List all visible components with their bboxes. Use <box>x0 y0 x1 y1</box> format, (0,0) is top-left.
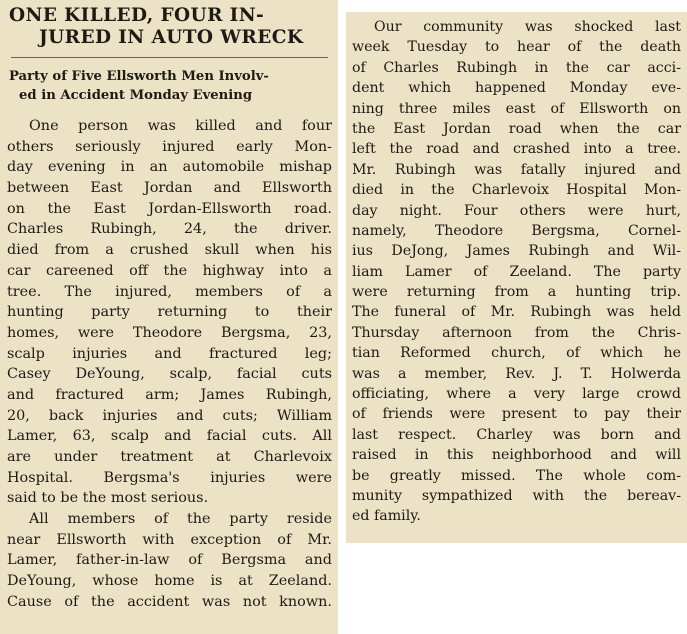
body-line: Charles Rubingh, 24, the driver. <box>7 221 332 238</box>
body-line: the East Jordan road when the car <box>352 120 681 137</box>
body-line: raised in this neighborhood and will <box>352 447 681 464</box>
body-line: are under treatment at Charlevoix <box>7 449 332 465</box>
body-line: The funeral of Mr. Rubingh was held <box>352 304 681 321</box>
body-line: Lamer, 63, scalp and facial cuts. All <box>7 428 332 445</box>
body-line: be greatly missed. The whole com- <box>352 467 681 484</box>
body-line: liam Lamer of Zeeland. The party <box>352 263 681 280</box>
body-line: DeYoung, whose home is at Zeeland. <box>7 573 332 590</box>
body-line: day evening in an automobile mishap <box>7 159 332 176</box>
body-line: week Tuesday to hear of the death <box>352 39 681 56</box>
body-line: homes, were Theodore Bergsma, 23, <box>7 324 332 341</box>
body-line: Lamer, father-in-law of Bergsma and <box>7 552 332 569</box>
body-line: namely, Theodore Bergsma, Cornel- <box>352 222 681 239</box>
body-line: ning three miles east of Ellsworth on <box>352 100 681 117</box>
body-line: died from a crushed skull when his <box>7 242 332 259</box>
body-line: day night. Four others were hurt, <box>352 202 681 219</box>
body-line: munity sympathized with the bereav- <box>352 487 681 504</box>
body-line: hunting party returning to their <box>7 304 332 321</box>
left-article-body <box>7 116 332 613</box>
body-line: car careened off the highway into a <box>7 262 332 279</box>
body-line: was a member, Rev. J. T. Holwerda <box>352 365 681 382</box>
body-line: ius DeJong, James Rubingh and Wil- <box>352 243 681 260</box>
body-line: near Ellsworth with exception of Mr. <box>7 531 332 548</box>
subheadline-line-1: Party of Five Ellsworth Men Involv- <box>9 69 269 84</box>
body-line: All members of the party reside <box>29 511 332 528</box>
body-line: Our community was shocked last <box>374 19 681 35</box>
body-line: last respect. Charley was born and <box>352 426 681 443</box>
subheadline-line-2: ed in Accident Monday Evening <box>19 88 253 103</box>
body-line: of Charles Rubingh in the car acci- <box>352 59 681 76</box>
body-line: and fractured arm; James Rubingh, <box>7 386 332 403</box>
body-line: dent which happened Monday eve- <box>352 80 681 97</box>
body-line: were returning from a hunting trip. <box>352 284 681 301</box>
right-news-clipping <box>346 12 687 543</box>
body-line: Cause of the accident was not known. <box>7 593 332 610</box>
body-line: left the road and crashed into a tree. <box>352 141 681 158</box>
headline-line-1: ONE KILLED, FOUR IN- <box>9 5 265 26</box>
body-line: tree. The injured, members of a <box>7 283 332 300</box>
body-line: on the East Jordan-Ellsworth road. <box>7 200 332 217</box>
body-line: One person was killed and four <box>29 118 332 134</box>
body-line: others seriously injured early Mon- <box>7 138 332 155</box>
article-headline <box>7 4 332 49</box>
headline-line-2: JURED IN AUTO WRECK <box>39 27 304 48</box>
body-line: tian Reformed church, of which he <box>352 345 681 362</box>
body-line: said to be the most serious. <box>7 490 209 507</box>
body-line: between East Jordan and Ellsworth <box>7 180 332 197</box>
body-line: Hospital. Bergsma's injuries were <box>7 469 332 486</box>
body-line: Mr. Rubingh was fatally injured and <box>352 161 681 178</box>
left-news-clipping <box>0 0 338 634</box>
body-line: died in the Charlevoix Hospital Mon- <box>352 182 681 199</box>
body-line: Thursday afternoon from the Chris- <box>352 324 681 341</box>
body-line: of friends were present to pay their <box>352 406 681 423</box>
body-line: Casey DeYoung, scalp, facial cuts <box>7 366 332 383</box>
headline-divider <box>11 57 328 58</box>
body-line: scalp injuries and fractured leg; <box>7 345 332 362</box>
right-article-body <box>352 17 681 527</box>
body-line: ed family. <box>352 508 421 525</box>
article-subheadline <box>7 67 332 105</box>
body-line: officiating, where a very large crowd <box>352 386 681 403</box>
body-line: 20, back injuries and cuts; William <box>7 407 332 424</box>
